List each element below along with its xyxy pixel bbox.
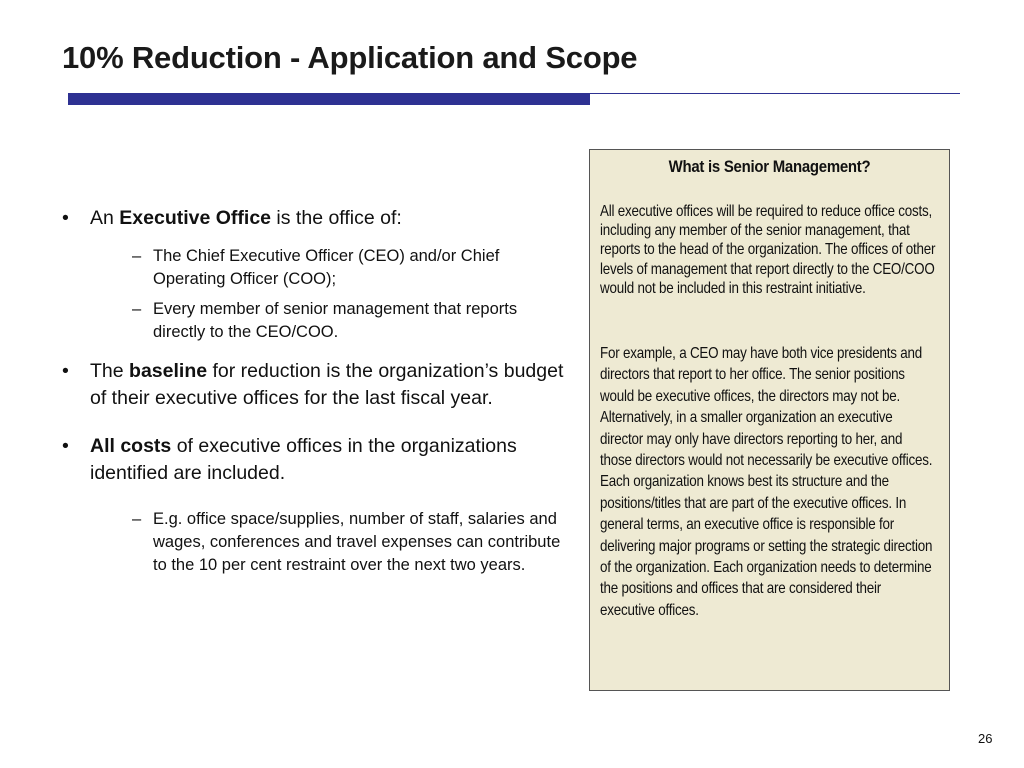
callout-paragraph-2: For example, a CEO may have both vice presidents and directors that report to her office. The senior positions would be executive offices, the directors may not be. Alternatively, in a smaller organization an executive director may only have directors reporting to her, and those directors would not necessarily be executive offices. Each organization knows best its structure and the positions/titles that are part of the executive offices. In general terms, an executive office is responsible for delivering major programs or setting the strategic direction of the organization. Each organization needs to determine the positions and offices that are considered their executive offices. xyxy=(600,345,933,619)
callout-title: What is Senior Management? xyxy=(668,157,871,176)
sub-bullet-cost-examples: – E.g. office space/supplies, number of staff, salaries and wages, conferences and travel expenses can contribute to the 10 per cent restraint over the next two years. xyxy=(132,510,561,574)
senior-management-callout xyxy=(589,149,950,691)
bullet-baseline: • The baseline for reduction is the organization’s budget of their executive offices for the last fiscal year. xyxy=(62,360,564,409)
sub-bullet-ceo-coo: – The Chief Executive Officer (CEO) and/or Chief Operating Officer (COO); xyxy=(132,247,500,288)
slide-title: 10% Reduction - Application and Scope xyxy=(62,40,638,75)
dash-icon: – xyxy=(132,510,142,528)
term-baseline: baseline xyxy=(129,360,208,382)
bullet-dot-icon: • xyxy=(62,207,69,229)
bullet-all-costs: • All costs of executive offices in the organizations identified are included. xyxy=(62,435,517,484)
dash-icon: – xyxy=(132,247,142,265)
sub-bullet-senior-management: – Every member of senior management that reports directly to the CEO/COO. xyxy=(132,300,518,341)
term-executive-office: Executive Office xyxy=(119,207,272,229)
title-underline-bar xyxy=(68,94,590,105)
bullet-dot-icon: • xyxy=(62,360,69,382)
page-number: 26 xyxy=(978,731,993,746)
bullet-dot-icon: • xyxy=(62,435,69,457)
callout-paragraph-1: All executive offices will be required to reduce office costs, including any member of the senior management, that reports to the head of the organization. The offices of other levels of management that report directly to the CEO/COO would not be included in this restraint initiative. xyxy=(600,203,936,297)
term-all-costs: All costs xyxy=(90,435,172,457)
dash-icon: – xyxy=(132,300,142,318)
bullet-executive-office: • An Executive Office is the office of: xyxy=(62,205,572,232)
main-content xyxy=(62,205,572,577)
